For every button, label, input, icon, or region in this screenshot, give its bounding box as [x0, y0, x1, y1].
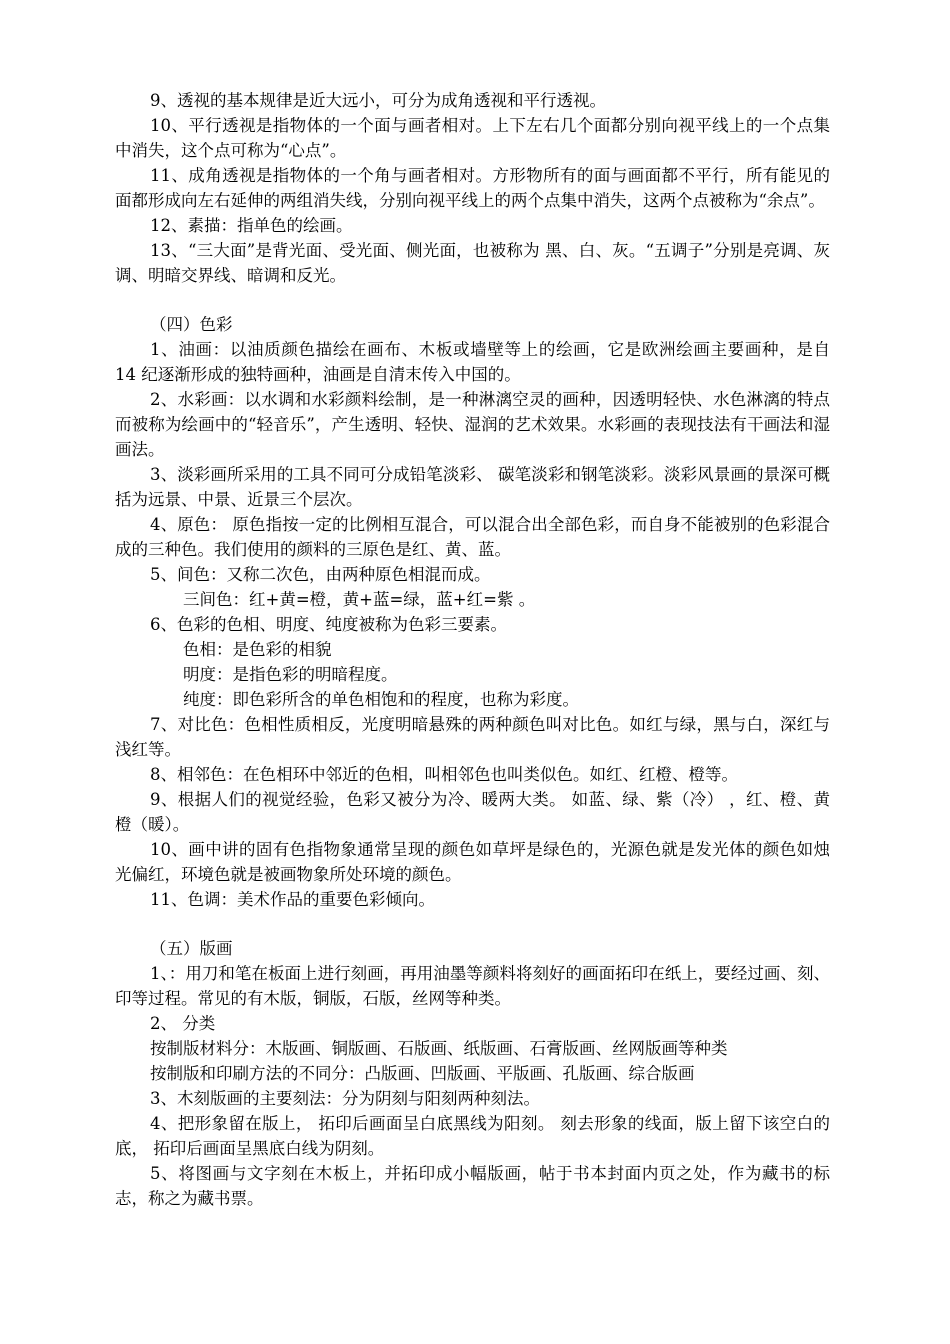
paragraph: 9、根据人们的视觉经验，色彩又被分为冷、暖两大类。 如蓝、绿、紫（冷） ，红、橙、黄橙（暖）。	[115, 790, 830, 834]
blank-line	[115, 912, 830, 936]
paragraph: 7、对比色：色相性质相反，光度明暗悬殊的两种颜色叫对比色。如红与绿，黑与白，深红与浅红等。	[115, 715, 830, 759]
paragraph: 按制版和印刷方法的不同分：凸版画、凹版画、平版画、孔版画、综合版画	[150, 1064, 695, 1083]
paragraph: 纯度：即色彩所含的单色相饱和的程度，也称为彩度。	[183, 690, 579, 709]
paragraph: 明度：是指色彩的明暗程度。	[183, 665, 398, 684]
paragraph: 3、木刻版画的主要刻法：分为阴刻与阳刻两种刻法。	[150, 1089, 540, 1108]
paragraph: 1、油画：以油质颜色描绘在画布、木板或墙壁等上的绘画，它是欧洲绘画主要画种，是自 14 纪逐渐形成的独特画种，油画是自清末传入中国的。	[115, 340, 830, 384]
paragraph: 三间色：红+黄=橙，黄+蓝=绿，蓝+红=紫 。	[183, 590, 536, 609]
paragraph: 3、淡彩画所采用的工具不同可分成铅笔淡彩、 碳笔淡彩和钢笔淡彩。淡彩风景画的景深可概括为远景、中景、近景三个层次。	[115, 465, 830, 509]
paragraph: 12、素描：指单色的绘画。	[150, 216, 353, 235]
paragraph: 11、色调：美术作品的重要色彩倾向。	[150, 890, 435, 909]
paragraph: 11、成角透视是指物体的一个角与画者相对。方形物所有的面与画面都不平行，所有能见的面都形成向左右延伸的两组消失线，分别向视平线上的两个点集中消失，这两个点被称为“余点”。	[115, 166, 830, 210]
paragraph: 2、 分类	[150, 1014, 216, 1033]
paragraph: 10、平行透视是指物体的一个面与画者相对。上下左右几个面都分别向视平线上的一个点集中消失，这个点可称为“心点”。	[115, 116, 830, 160]
paragraph: 2、水彩画：以水调和水彩颜料绘制，是一种淋漓空灵的画种，因透明轻快、水色淋漓的特点而被称为绘画中的“轻音乐”，产生透明、轻快、湿润的艺术效果。水彩画的表现技法有干画法和湿画法。	[115, 390, 830, 459]
document-body	[115, 88, 830, 1211]
paragraph: 6、色彩的色相、明度、纯度被称为色彩三要素。	[150, 615, 507, 634]
paragraph: 10、画中讲的固有色指物象通常呈现的颜色如草坪是绿色的，光源色就是发光体的颜色如烛光偏红，环境色就是被画物象所处环境的颜色。	[115, 840, 830, 884]
paragraph: 5、将图画与文字刻在木板上，并拓印成小幅版画，帖于书本封面内页之处，作为藏书的标志，称之为藏书票。	[115, 1164, 830, 1208]
paragraph: 9、透视的基本规律是近大远小，可分为成角透视和平行透视。	[150, 91, 606, 110]
paragraph: 8、相邻色：在色相环中邻近的色相，叫相邻色也叫类似色。如红、红橙、橙等。	[150, 765, 738, 784]
paragraph: 4、原色： 原色指按一定的比例相互混合，可以混合出全部色彩，而自身不能被别的色彩混合成的三种色。我们使用的颜料的三原色是红、黄、蓝。	[115, 515, 830, 559]
section-heading-color: （四）色彩	[150, 315, 233, 334]
paragraph: 4、把形象留在版上， 拓印后画面呈白底黑线为阳刻。 刻去形象的线面，版上留下该空白的底， 拓印后画面呈黑底白线为阴刻。	[115, 1114, 830, 1158]
blank-line	[115, 288, 830, 312]
paragraph: 1、：用刀和笔在板面上进行刻画，再用油墨等颜料将刻好的画面拓印在纸上，要经过画、刻、印等过程。常见的有木版，铜版，石版，丝网等种类。	[115, 964, 830, 1008]
paragraph: 13、“三大面”是背光面、受光面、侧光面，也被称为 黑、白、灰。“五调子”分别是亮调、灰调、明暗交界线、暗调和反光。	[115, 241, 830, 285]
paragraph: 色相：是色彩的相貌	[183, 640, 332, 659]
section-heading-print: （五）版画	[150, 939, 233, 958]
paragraph: 5、间色：又称二次色，由两种原色相混而成。	[150, 565, 491, 584]
paragraph: 按制版材料分：木版画、铜版画、石版画、纸版画、石膏版画、丝网版画等种类	[150, 1039, 728, 1058]
